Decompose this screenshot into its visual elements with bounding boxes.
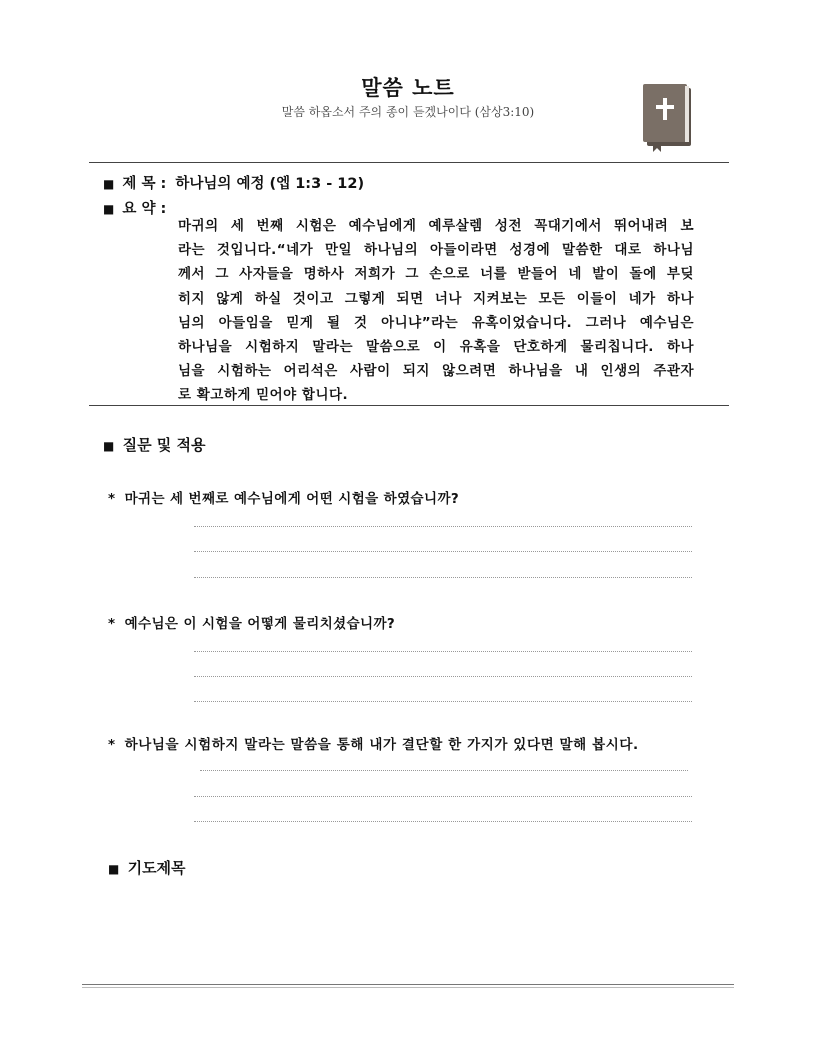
answer-line[interactable]: [194, 796, 692, 797]
asterisk-icon: *: [108, 491, 116, 507]
title-label: 제 목 :: [122, 176, 167, 192]
question-text: 예수님은 이 시험을 어떻게 물리치셨습니까?: [124, 616, 396, 632]
answer-line[interactable]: [194, 821, 692, 822]
answer-line[interactable]: [194, 526, 692, 527]
question-text: 하나님을 시험하지 말라는 말씀을 통해 내가 결단할 한 가지가 있다면 말해 봅시다.: [124, 737, 639, 753]
summary-line: 님의 아들임을 믿게 될 것 아니냐”라는 유혹이었습니다. 그러나 예수님은: [178, 314, 694, 331]
summary-line: 로 확고하게 믿어야 합니다.: [178, 387, 349, 404]
answer-line[interactable]: [194, 651, 692, 652]
answer-line[interactable]: [200, 770, 688, 771]
answer-line[interactable]: [194, 551, 692, 552]
page-subtitle: 말씀 하옵소서 주의 종이 듣겠나이다 (삼상3:10): [281, 105, 535, 119]
square-bullet-icon: ■: [103, 177, 115, 191]
sermon-title-row: [103, 172, 364, 193]
question-3: [108, 733, 639, 753]
question-text: 마귀는 세 번째로 예수님에게 어떤 시험을 하였습니까?: [124, 491, 460, 507]
answer-line[interactable]: [194, 701, 692, 702]
answer-line[interactable]: [194, 676, 692, 677]
square-bullet-icon: ■: [103, 439, 115, 453]
answer-line[interactable]: [194, 577, 692, 578]
top-divider: [89, 162, 729, 163]
asterisk-icon: *: [108, 737, 116, 753]
summary-line: 께서 그 사자들을 명하사 저희가 그 손으로 너를 받들어 네 발이 돌에 부딪: [178, 266, 694, 283]
question-1: [108, 487, 459, 507]
summary-line: 하나님을 시험하지 말라는 말씀으로 이 유혹을 단호하게 물리칩니다. 하나: [178, 339, 694, 356]
summary-text: [178, 214, 694, 408]
prayer-heading: [108, 857, 186, 878]
square-bullet-icon: ■: [108, 862, 120, 876]
title-value: 하나님의 예정 (엡 1:3 - 12): [175, 176, 365, 192]
summary-divider: [89, 405, 729, 406]
summary-label-row: [103, 197, 166, 218]
footer-divider: [82, 987, 734, 988]
application-heading-text: 질문 및 적용: [122, 436, 206, 454]
summary-label: 요 약 :: [122, 201, 167, 217]
summary-line: 마귀의 세 번째 시험은 예수님에게 예루살렘 성전 꼭대기에서 뛰어내려 보: [178, 218, 694, 234]
summary-line: 님을 시험하는 어리석은 사람이 되지 않으려면 하나님을 내 인생의 주관자: [178, 363, 694, 380]
summary-line: 히지 않게 하실 것이고 그렇게 되면 너나 지켜보는 모든 이들이 네가 하나: [178, 290, 694, 307]
prayer-heading-text: 기도제목: [127, 859, 186, 877]
footer-divider: [82, 984, 734, 985]
application-heading: [103, 434, 205, 455]
page-title: 말씀 노트: [361, 76, 455, 100]
square-bullet-icon: ■: [103, 202, 115, 216]
bible-icon: [639, 82, 695, 154]
question-2: [108, 612, 395, 632]
asterisk-icon: *: [108, 616, 116, 632]
summary-line: 라는 것입니다.“네가 만일 하나님의 아들이라면 성경에 말씀한 대로 하나님: [178, 242, 694, 259]
